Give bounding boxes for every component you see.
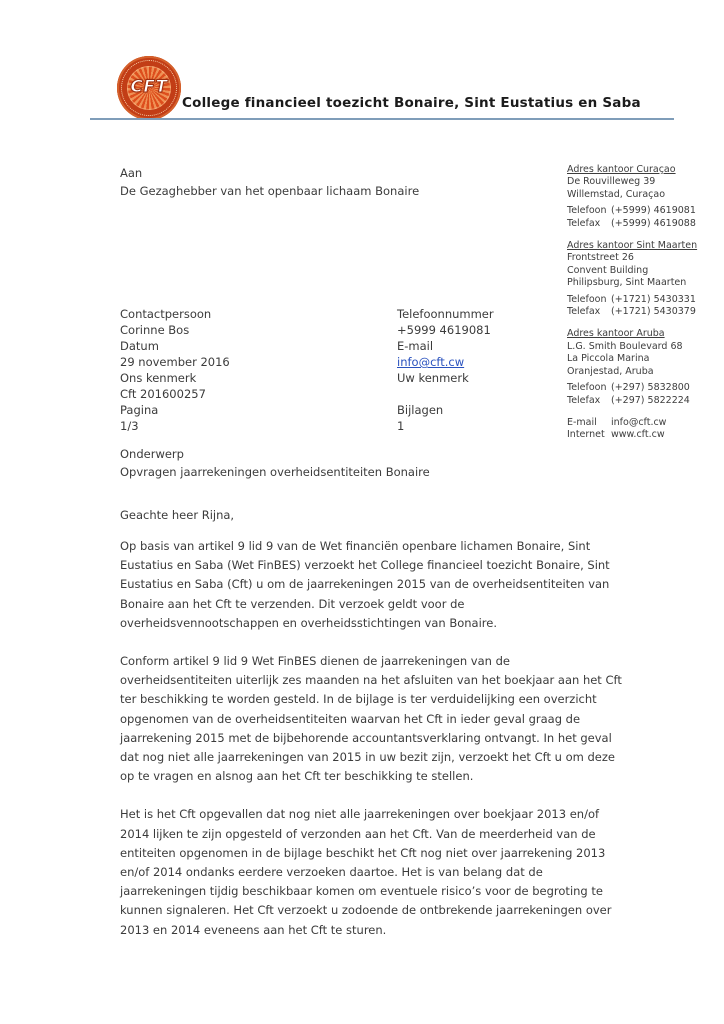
sidebar-email-value: info@cft.cw (611, 416, 667, 428)
fax-value: (+1721) 5430379 (611, 306, 696, 318)
meta-label: E-mail (397, 339, 434, 353)
subject-block (120, 446, 430, 481)
meta-our-reference (120, 370, 397, 402)
meta-email (397, 338, 590, 370)
fax-label: Telefax (567, 306, 601, 318)
meta-left-column (120, 306, 397, 434)
meta-date (120, 338, 397, 370)
phone-row (567, 382, 723, 394)
meta-value: 29 november 2016 (120, 355, 230, 369)
office-heading: Adres kantoor Sint Maarten (567, 240, 698, 252)
address-line: L.G. Smith Boulevard 68 (567, 340, 683, 352)
recipient-block (120, 165, 419, 200)
phone-label: Telefoon (567, 293, 607, 305)
header-divider (90, 118, 674, 120)
phone-label: Telefoon (567, 382, 607, 394)
sidebar-email-row (567, 417, 723, 429)
meta-your-reference (397, 370, 590, 402)
meta-page-number (120, 402, 397, 434)
meta-label: Uw kenmerk (397, 371, 469, 385)
phone-value: (+1721) 5430331 (611, 293, 696, 305)
cft-logo-text: CFT (130, 77, 168, 97)
address-line: Frontstreet 26 (567, 252, 634, 264)
meta-value: Corinne Bos (120, 323, 190, 337)
office-phones (567, 205, 723, 230)
meta-value: 1/3 (120, 419, 139, 433)
phone-label: Telefoon (567, 205, 607, 217)
meta-contactperson (120, 306, 397, 338)
recipient-name: De Gezaghebber van het openbaar lichaam Bonaire (120, 183, 420, 198)
phone-row (567, 205, 723, 217)
office-heading: Adres kantoor Aruba (567, 328, 665, 340)
letter-meta (120, 306, 590, 434)
meta-label: Contactpersoon (120, 307, 212, 321)
organization-title: College financieel toezicht Bonaire, Sint Eustatius en Saba (182, 95, 641, 111)
fax-row (567, 395, 723, 407)
address-line: Convent Building (567, 264, 649, 276)
paragraph: Het is het Cft opgevallen dat nog niet alle jaarrekeningen over boekjaar 2013 en/of 2014 lijken te zijn opgesteld of verzonden aan het Cft. Van de meerderheid van de entiteiten opgenomen in de bijlage beschikt het Cft nog niet over jaarrekening 2013 en/of 2014 ondanks eerdere verzoeken daartoe. Het is van belang dat de jaarrekeningen tijdig beschikbaar komen om eventuele risico’s voor de begroting te kunnen signaleren. Het Cft verzoekt u zodoende de ontbrekende jaarrekeningen over 2013 en 2014 eveneens aan het Cft te sturen. (120, 807, 612, 937)
fax-value: (+297) 5822224 (611, 394, 690, 406)
letter-body (120, 537, 622, 959)
sidebar-internet-value: www.cft.cw (611, 429, 665, 441)
address-line: De Rouvilleweg 39 (567, 176, 656, 188)
paragraph: Op basis van artikel 9 lid 9 van de Wet financiën openbare lichamen Bonaire, Sint Eustatius en Saba (Wet FinBES) verzoekt het College financieel toezicht Bonaire, Sint Eustatius en Saba (Cft) u om de jaarrekeningen 2015 van de overheidsentiteiten van Bonaire aan het Cft te verzenden. Dit verzoek geldt voor de overheidsvennootschappen en overheidsstichtingen van Bonaire. (120, 539, 610, 630)
fax-label: Telefax (567, 217, 601, 229)
meta-label: Pagina (120, 403, 159, 417)
sidebar-contact (567, 417, 723, 442)
meta-value (397, 386, 590, 402)
fax-row (567, 306, 723, 318)
meta-label: Telefoonnummer (397, 307, 494, 321)
address-line: Willemstad, Curaçao (567, 188, 666, 200)
sidebar-internet-row (567, 429, 723, 441)
email-link[interactable]: info@cft.cw (397, 355, 465, 369)
address-sidebar (567, 164, 723, 442)
salutation: Geachte heer Rijna, (120, 508, 235, 522)
office-sint-maarten (567, 240, 723, 318)
meta-value: +5999 4619081 (397, 323, 491, 337)
fax-label: Telefax (567, 394, 601, 406)
cft-logo-icon (117, 56, 181, 120)
phone-value: (+297) 5832800 (611, 382, 690, 394)
meta-phone-number (397, 306, 590, 338)
address-line: Philipsburg, Sint Maarten (567, 277, 687, 289)
phone-value: (+5999) 4619081 (611, 205, 696, 217)
office-aruba (567, 328, 723, 406)
meta-label: Datum (120, 339, 159, 353)
phone-row (567, 294, 723, 306)
office-heading: Adres kantoor Curaçao (567, 164, 676, 175)
subject-label: Onderwerp (120, 447, 184, 461)
office-curacao (567, 164, 723, 230)
sidebar-email-label: E-mail (567, 416, 597, 428)
fax-value: (+5999) 4619088 (611, 217, 696, 229)
address-line: La Piccola Marina (567, 353, 650, 365)
office-phones (567, 382, 723, 407)
paragraph: Conform artikel 9 lid 9 Wet FinBES dienen de jaarrekeningen van de overheidsentiteiten uiterlijk zes maanden na het afsluiten van het boekjaar aan het Cft ter beschikking te worden gesteld. In de bijlage is ter verduidelijking een overzicht opgenomen van de overheidsentiteiten waarvan het Cft in ieder geval graag de jaarrekening 2015 met de bijbehorende accountantsverklaring ontvangt. In het geval dat nog niet alle jaarrekeningen van 2015 in uw bezit zijn, verzoekt het Cft u om deze op te vragen en alsnog aan het Cft ter beschikking te stellen. (120, 654, 622, 784)
meta-label: Bijlagen (397, 403, 444, 417)
fax-row (567, 218, 723, 230)
office-phones (567, 294, 723, 319)
meta-label: Ons kenmerk (120, 371, 197, 385)
meta-attachments (397, 402, 590, 434)
meta-right-column (397, 306, 590, 434)
address-line: Oranjestad, Aruba (567, 365, 654, 377)
subject-value: Opvragen jaarrekeningen overheidsentiteiten Bonaire (120, 464, 430, 479)
meta-value: 1 (397, 419, 405, 433)
recipient-label: Aan (120, 166, 143, 180)
meta-value: Cft 201600257 (120, 387, 206, 401)
sidebar-internet-label: Internet (567, 429, 605, 441)
